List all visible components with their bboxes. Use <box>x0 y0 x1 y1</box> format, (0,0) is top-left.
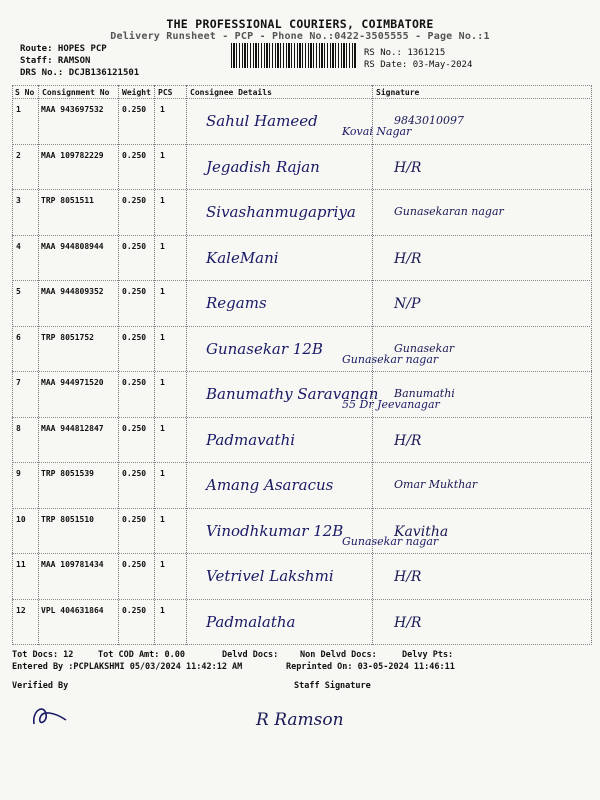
reprinted-on: Reprinted On: 03-05-2024 11:46:11 <box>286 662 455 672</box>
row-pcs: 1 <box>160 150 165 160</box>
staff-signature-handwritten: R Ramson <box>256 710 344 730</box>
staff-signature-label: Staff Signature <box>294 681 371 691</box>
row-signature-handwritten: H/R <box>394 432 422 449</box>
row-consignment-no: TRP 8051510 <box>41 514 94 524</box>
row-consignment-no: MAA 943697532 <box>41 105 104 114</box>
row-pcs: 1 <box>160 605 165 615</box>
rs-number: RS No.: 1361215 <box>364 48 446 58</box>
col-divider <box>186 85 187 645</box>
row-divider <box>12 85 592 86</box>
row-sno: 11 <box>16 560 26 569</box>
row-weight: 0.250 <box>122 241 147 251</box>
route-label: Route: HOPES PCP <box>20 44 107 54</box>
row-signature-handwritten: H/R <box>394 159 422 176</box>
column-header-pcs: PCS <box>158 88 173 97</box>
total-docs: Tot Docs: 12 <box>12 650 74 660</box>
row-consignee-handwritten: Banumathy Saravanan <box>206 385 379 403</box>
row-sno: 12 <box>16 605 26 615</box>
row-consignee-handwritten: Vetrivel Lakshmi <box>206 567 334 585</box>
entered-by: Entered By :PCPLAKSHMI 05/03/2024 11:42:12 AM <box>12 662 243 672</box>
row-sno: 3 <box>16 196 21 205</box>
row-sno: 2 <box>16 150 21 160</box>
column-header-signature: Signature <box>376 88 420 97</box>
row-consignee-handwritten: KaleMani <box>206 248 279 267</box>
row-consignee-handwritten: Gunasekar 12B <box>206 339 323 358</box>
row-consignee-address-handwritten: Kovai Nagar <box>342 125 412 138</box>
row-divider <box>12 644 592 645</box>
rs-date: RS Date: 03-May-2024 <box>364 60 473 70</box>
row-consignee-address-handwritten: Gunasekar nagar <box>342 352 439 366</box>
staff-label: Staff: RAMSON <box>20 56 91 66</box>
barcode <box>231 43 357 68</box>
table-row <box>12 144 592 145</box>
row-weight: 0.250 <box>122 150 147 160</box>
row-pcs: 1 <box>160 560 165 569</box>
column-header-sno: S No <box>15 88 35 97</box>
row-weight: 0.250 <box>122 378 147 387</box>
row-sno: 10 <box>16 514 26 524</box>
row-weight: 0.250 <box>122 287 147 296</box>
column-header-weight: Weight <box>122 88 151 97</box>
document-title: THE PROFESSIONAL COURIERS, COIMBATORE <box>166 17 434 31</box>
row-consignment-no: TRP 8051539 <box>41 469 94 478</box>
row-consignee-address-handwritten: Gunasekar nagar <box>342 534 439 548</box>
document-subtitle: Delivery Runsheet - PCP - Phone No.:0422-3505555 - Page No.:1 <box>110 31 490 42</box>
row-consignment-no: MAA 944812847 <box>41 423 104 433</box>
column-header-consignee: Consignee Details <box>190 88 272 97</box>
row-signature-handwritten: H/R <box>394 250 422 267</box>
row-signature-handwritten: Gunasekar <box>394 341 455 355</box>
non-delivered-docs: Non Delvd Docs: <box>300 650 377 660</box>
row-signature-handwritten: Gunasekaran nagar <box>394 205 504 218</box>
row-consignee-handwritten: Padmalatha <box>206 612 296 631</box>
row-sno: 1 <box>16 105 21 114</box>
row-sno: 6 <box>16 332 21 342</box>
row-signature-handwritten: Banumathi <box>394 387 455 400</box>
row-signature-handwritten: H/R <box>394 614 422 631</box>
row-pcs: 1 <box>160 332 165 342</box>
row-consignment-no: TRP 8051511 <box>41 196 94 205</box>
table-row <box>12 280 592 281</box>
col-divider <box>591 85 592 645</box>
total-cod: Tot COD Amt: 0.00 <box>98 650 185 660</box>
row-weight: 0.250 <box>122 469 147 478</box>
row-pcs: 1 <box>160 514 165 524</box>
row-consignment-no: MAA 944809352 <box>41 287 104 296</box>
row-consignee-handwritten: Padmavathi <box>206 430 296 449</box>
col-divider <box>38 85 39 645</box>
verified-by-label: Verified By <box>12 681 69 691</box>
column-header-consignment: Consignment No <box>42 88 110 97</box>
row-sno: 7 <box>16 378 21 387</box>
row-consignee-handwritten: Jegadish Rajan <box>206 157 320 176</box>
row-signature-handwritten: 9843010097 <box>394 114 464 127</box>
row-pcs: 1 <box>160 196 165 205</box>
row-signature-handwritten: Omar Mukthar <box>394 478 478 491</box>
row-sno: 5 <box>16 287 21 296</box>
row-weight: 0.250 <box>122 196 147 205</box>
row-signature-handwritten: H/R <box>394 569 422 585</box>
row-weight: 0.250 <box>122 605 147 615</box>
col-divider <box>118 85 119 645</box>
row-signature-handwritten: Kavitha <box>394 523 449 540</box>
drs-label: DRS No.: DCJB136121501 <box>20 68 140 78</box>
row-sno: 9 <box>16 469 21 478</box>
row-sno: 8 <box>16 423 21 433</box>
table-row <box>12 417 592 418</box>
row-sno: 4 <box>16 241 21 251</box>
row-weight: 0.250 <box>122 423 147 433</box>
row-pcs: 1 <box>160 241 165 251</box>
table-row <box>12 326 592 327</box>
row-weight: 0.250 <box>122 514 147 524</box>
row-consignment-no: VPL 404631864 <box>41 605 104 615</box>
row-weight: 0.250 <box>122 105 147 114</box>
row-consignee-handwritten: Sahul Hameed <box>206 112 318 130</box>
table-row <box>12 235 592 236</box>
row-consignment-no: MAA 944808944 <box>41 241 104 251</box>
row-weight: 0.250 <box>122 332 147 342</box>
delivered-docs: Delvd Docs: <box>222 650 279 660</box>
row-consignment-no: MAA 944971520 <box>41 378 104 387</box>
verifier-signature-mark <box>28 700 72 730</box>
row-pcs: 1 <box>160 105 165 114</box>
row-consignee-handwritten: Sivashanmugapriya <box>206 203 356 221</box>
row-signature-handwritten: N/P <box>394 296 421 312</box>
row-consignee-address-handwritten: 55 Dr Jeevanagar <box>342 398 440 411</box>
runsheet-table <box>12 85 592 645</box>
delivery-points: Delvy Pts: <box>402 650 454 660</box>
table-row <box>12 189 592 190</box>
col-divider <box>12 85 13 645</box>
row-pcs: 1 <box>160 287 165 296</box>
row-consignment-no: MAA 109782229 <box>41 150 104 160</box>
row-consignment-no: MAA 109781434 <box>41 560 104 569</box>
row-pcs: 1 <box>160 469 165 478</box>
col-divider <box>154 85 155 645</box>
table-row <box>12 553 592 554</box>
row-divider <box>12 98 592 99</box>
table-row <box>12 462 592 463</box>
table-row <box>12 599 592 600</box>
table-row <box>12 508 592 509</box>
row-consignment-no: TRP 8051752 <box>41 332 94 342</box>
row-weight: 0.250 <box>122 560 147 569</box>
row-consignee-handwritten: Regams <box>206 294 267 312</box>
table-row <box>12 371 592 372</box>
row-pcs: 1 <box>160 378 165 387</box>
row-consignee-handwritten: Amang Asaracus <box>206 476 334 494</box>
row-pcs: 1 <box>160 423 165 433</box>
row-consignee-handwritten: Vinodhkumar 12B <box>206 521 344 540</box>
